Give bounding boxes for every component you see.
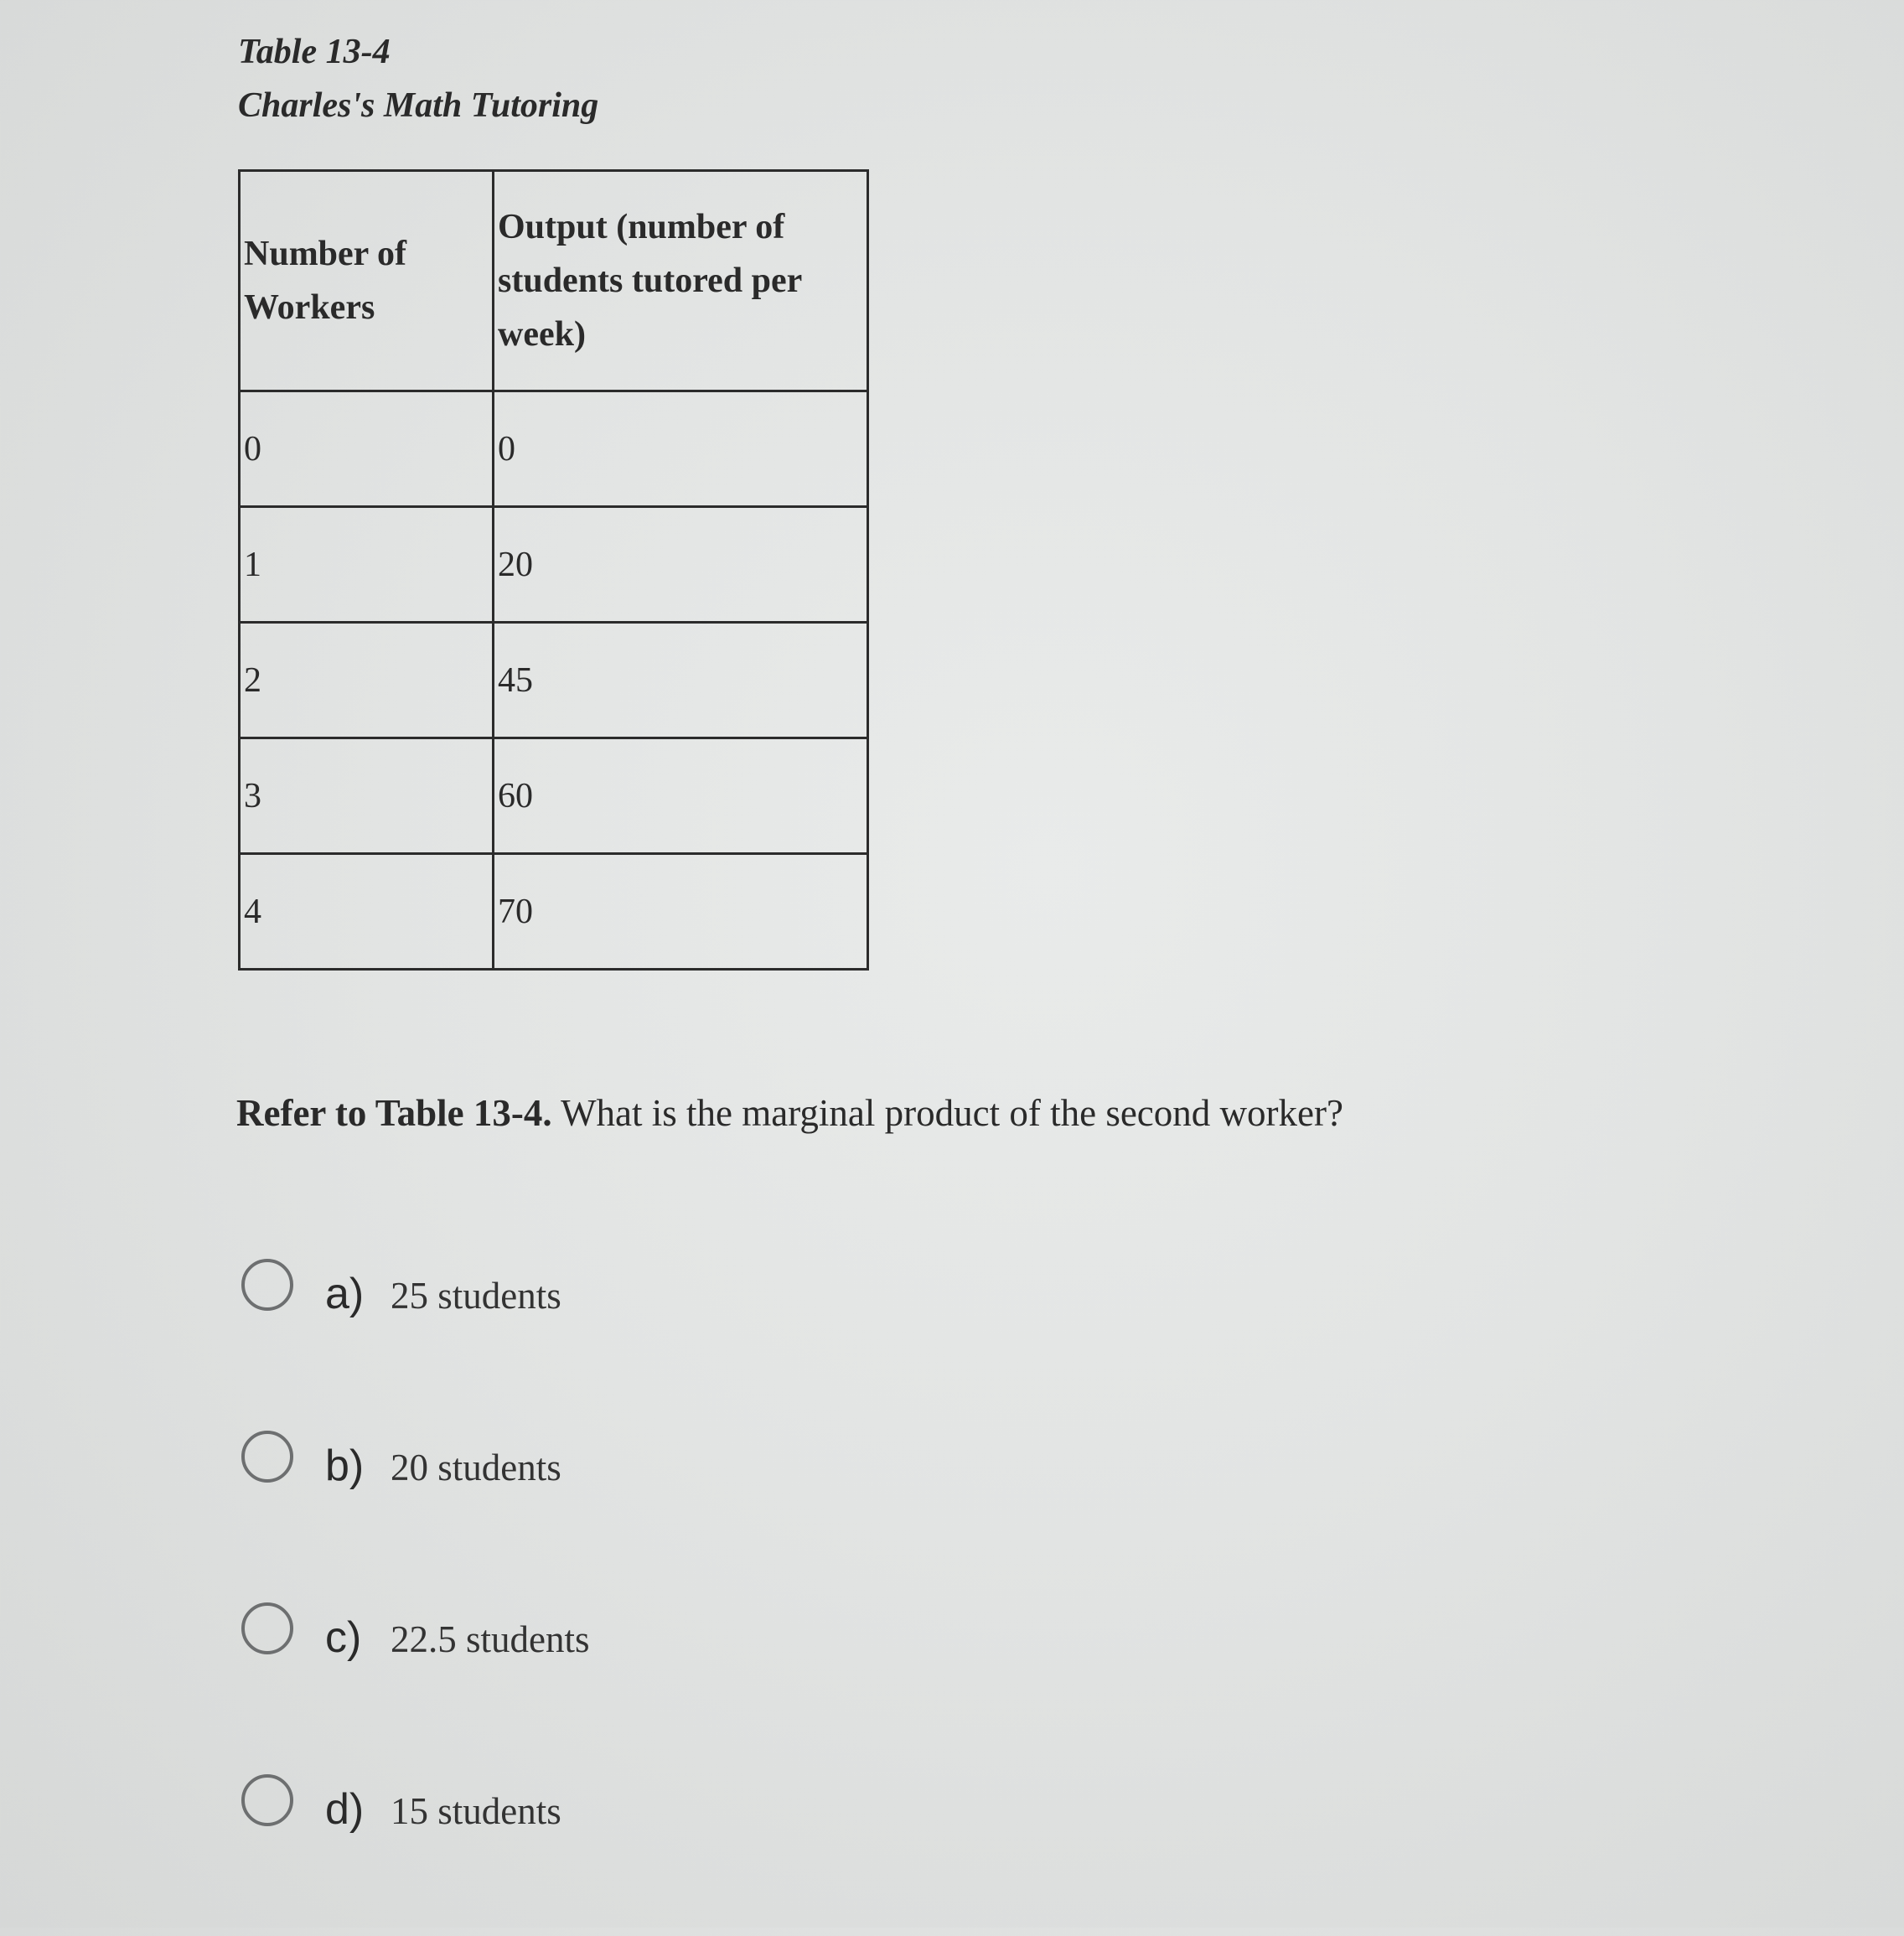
table-row bbox=[240, 507, 868, 623]
table-header-row bbox=[240, 171, 868, 391]
cell-output: 45 bbox=[494, 623, 868, 738]
radio-button-a[interactable] bbox=[241, 1259, 293, 1311]
table-row bbox=[240, 738, 868, 854]
option-letter: d) bbox=[325, 1785, 365, 1834]
table-number: Table 13-4 bbox=[238, 33, 391, 71]
cell-workers: 4 bbox=[240, 854, 494, 970]
option-text: 22.5 students bbox=[391, 1618, 590, 1660]
header-workers: Number of Workers bbox=[240, 171, 494, 391]
cell-output: 70 bbox=[494, 854, 868, 970]
radio-button-c[interactable] bbox=[241, 1602, 293, 1654]
radio-button-b[interactable] bbox=[241, 1431, 293, 1483]
option-text: 25 students bbox=[391, 1275, 561, 1317]
table-row bbox=[240, 854, 868, 970]
table-row bbox=[240, 391, 868, 507]
table-caption bbox=[238, 25, 598, 132]
table-title: Charles's Math Tutoring bbox=[238, 86, 599, 125]
option-c[interactable] bbox=[241, 1592, 590, 1764]
option-letter: c) bbox=[325, 1613, 362, 1662]
option-text: 20 students bbox=[391, 1447, 561, 1488]
radio-button-d[interactable] bbox=[241, 1774, 293, 1826]
option-d[interactable] bbox=[241, 1764, 590, 1936]
cell-workers: 3 bbox=[240, 738, 494, 854]
cell-workers: 1 bbox=[240, 507, 494, 623]
cell-workers: 2 bbox=[240, 623, 494, 738]
question-body: What is the marginal product of the second worker? bbox=[551, 1092, 1343, 1134]
option-a[interactable] bbox=[241, 1249, 590, 1421]
header-output: Output (number of students tutored per week) bbox=[494, 171, 868, 391]
question-reference: Refer to Table 13-4. bbox=[236, 1092, 552, 1134]
cell-output: 20 bbox=[494, 507, 868, 623]
cell-output: 0 bbox=[494, 391, 868, 507]
option-letter: a) bbox=[325, 1270, 365, 1318]
table-row bbox=[240, 623, 868, 738]
question-text bbox=[236, 1091, 1343, 1135]
cell-output: 60 bbox=[494, 738, 868, 854]
cell-workers: 0 bbox=[240, 391, 494, 507]
answer-options bbox=[241, 1249, 590, 1936]
data-table bbox=[238, 169, 869, 971]
option-letter: b) bbox=[325, 1442, 365, 1490]
option-text: 15 students bbox=[391, 1790, 561, 1832]
option-b[interactable] bbox=[241, 1421, 590, 1592]
